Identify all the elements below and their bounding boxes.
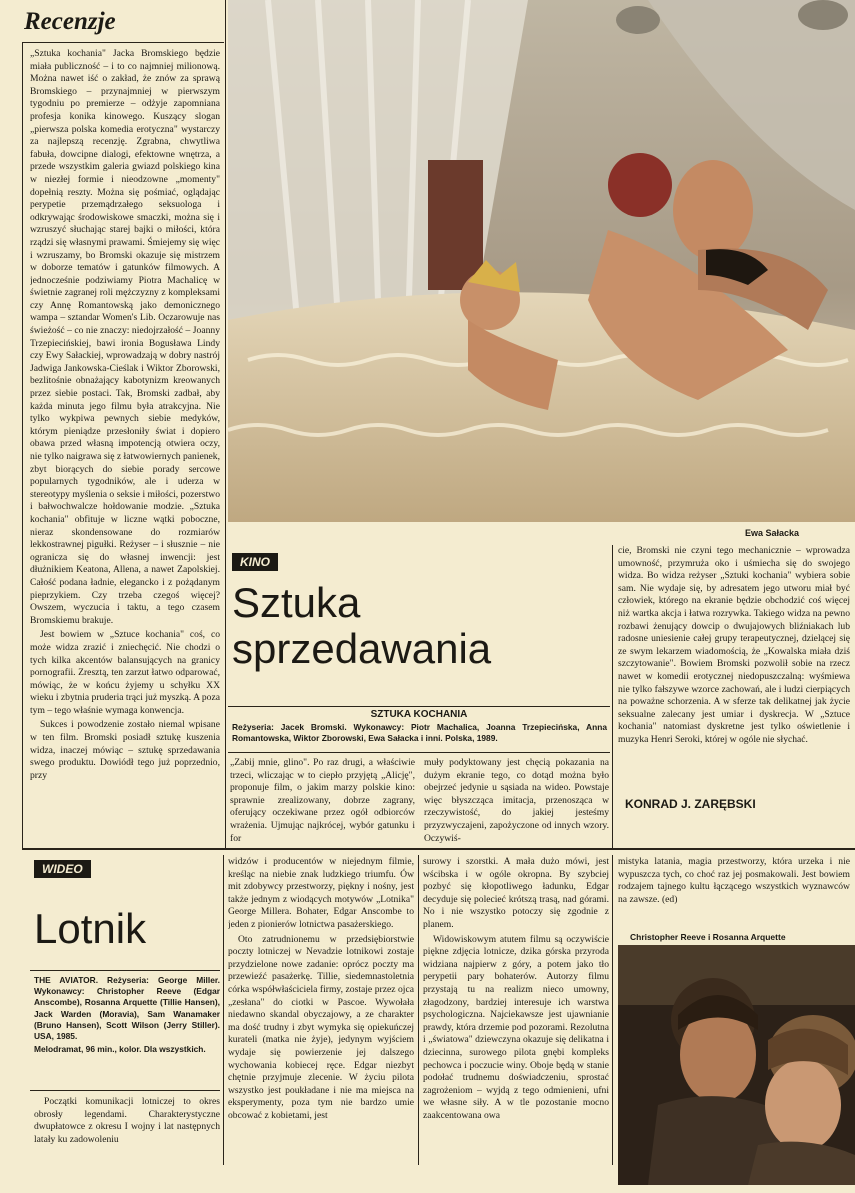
kino-left-paragraph: Jest bowiem w „Sztuce kochania" coś, co może widza zrazić i zniechęcić. Nie chodzi o tych kilka akcentów balansujących na granicy pornografii. Zresztą, ten zarzut łatwo odparować, mówiąc, że w końcu żyjemy u schyłku XX wieku i zbytnia pruderia trąci już myszką. A poza tym – tego właśnie wymaga konwencja. xyxy=(30,629,220,716)
column-divider xyxy=(225,0,226,848)
film-still-image xyxy=(228,0,855,522)
kino-title-line2: sprzedawania xyxy=(232,625,492,672)
wideo-col2-paragraph: widzów i producentów w niejednym filmie, kreśląc na niebie znak ludzkiego triumfu. Ów mit zdobywcy przestworzy, piękny i nośny, jest także jednym z wiodących motywów „Lotnika" George Millera. Bohater, Edgar Anscombe to jeden z pionierów lotnictwa pasażerskiego. xyxy=(228,856,414,930)
wideo-col3-paragraph: surowy i szorstki. A mała dużo mówi, jest wścibska i w ogóle okropna. By szybciej pozbyć się kłopotliwego ładunku, Edgar decyduje się polecieć krótszą trasą, nad górami. No i nie wszystko potoczy się zgodnie z planem. xyxy=(423,856,609,930)
section-break-rule xyxy=(22,848,855,850)
kino-right-paragraph: cie, Bromski nie czyni tego mechanicznie – wprowadza umowność, przymruża oko i uśmiecha się do swojego widza. Bo widza reżyser „Sztuki kochania" wybiera sobie sam. Nie wydaje się, by adresatem jego utworu miał być człowiek, którego na ekranie będzie obchodzić coś więcej niż wartka akcja i łatwa rozrywka. Takiego widza na pewno rozbawi żenujący dowcip o dwujajowych bliźniakach lub radosne uniesienie całej grupy terapeutycznej, dzielącej się ze swym lekarzem wiadomością, że „Kowalska miała dziś szczytowanie". Bowiem Bromski pozwolił sobie na rzecz nawet w komedii erotycznej niedopuszczalną: wyśmiewa nie tylko fałszywe wzorce zachowań, ale i ludzi cierpiących na poważne schorzenia. A w sferze tak delikatnej jak życie seksualne zalecany jest umiar i dyskrecja. W „Sztuce kochania" natomiast dyskretne jest tylko oświetlenie i muzyka Henri Seroki, której w ogóle nie słychać. xyxy=(618,545,850,745)
kino-credits-rule xyxy=(228,752,610,753)
wideo-divider-3 xyxy=(612,855,613,1165)
wideo-col1 xyxy=(34,1096,220,1156)
wideo-label xyxy=(34,860,91,878)
photo-caption-top: Ewa Sałacka xyxy=(745,528,800,538)
wideo-credits-rule xyxy=(30,1090,220,1091)
kino-right-column xyxy=(618,545,850,793)
kino-right-divider xyxy=(612,545,613,848)
kino-left-paragraph: „Sztuka kochania" Jacka Bromskiego będzie miała publiczność – i to co najmniej milionową. Można nawet iść o zakład, że znów za sprawą Bromskiego – przynajmniej w pierwszym tygodniu po premierze – odżyje zapomniana profesja konika kinowego. Kuszący slogan „pierwsza polska komedia erotyczna" wystarczy za najlepszą recenzję. Zgrabna, chwytliwa fabuła, dowcipne dialogi, efektowne wnętrza, a przede wszystkim galeria gwiazd polskiego kina w niezłej formie i nieodzowne „momenty" dopełnią reszty. Można się pośmiać, oglądając perypetie przemądrzałego seksuologa i odkrywając środowiskowe smaczki, można się i wzruszyć słuchając starej bajki o miłości, która rządzi się własnymi prawami. Śmiejemy się więc i wzruszamy, bo Bromski okazuje się mistrzem w doborze tematów i gatunków filmowych. A jednocześnie podziwiamy Piotra Machalicę w świetnie zagranej roli mężczyzny z kompleksami czy Annę Romantowską jako demonicznego wampa – sztandar Women's Lib. Oczarowuje nas świeżość – co nie znaczy: niedojrzałość – Joanny Trzepiecińskiej, bawi ironia Bogusława Lindy czy Ewy Sałackiej, wprowadzają w dobry nastrój Jadwiga Jankowska-Cieślak i Wiktor Zborowski, bezlitośnie obnażający kabotynizm kreowanych przez siebie postaci. Tak, Bromski zadbał, aby każda minuta jego filmu była atrakcyjna. Nie tylko wykpiwa pewnych siebie medyków, którym pieniądze przesłoniły świat i dopiero obawa przed własną impotencją otwiera oczy, nie tylko naigrawa się z łatwowiernych panienek, zbyt biorących do siebie porady sercowe popularnych tygodników, ale i uderza w stereotypy myślenia o seksie i miłości, pozerstwo i bałwochwalcze hołdowanie modzie. „Sztuka kochania" obfituje w liczne wątki poboczne, nieraz skondensowane do rozmiarów lekkostrawnej pigułki. Reżyser – i słusznie – nie ogranicza się do własnej inwencji: jest dłużnikiem Keatona, Allena, a nawet Zapolskiej. Całość podana ładnie, elegancko i z pożądanym pieprzykiem. Czy trzeba czegoś więcej? Owszem, wyczucia i taktu, a tego czasem Bromskiemu brakuje. xyxy=(30,48,220,626)
kino-title xyxy=(232,580,491,672)
wideo-credits xyxy=(34,975,220,1055)
film-still-photo xyxy=(228,0,855,522)
wideo-title: Lotnik xyxy=(34,905,147,952)
kino-credits: Reżyseria: Jacek Bromski. Wykonawcy: Piotr Machalica, Joanna Trzepiecińska, Anna Romantowska, Wiktor Zborowski, Ewa Sałacka i inni. Polska, 1989. xyxy=(232,722,607,743)
wideo-title-rule xyxy=(30,970,220,971)
wideo-photo-caption: Christopher Reeve i Rosanna Arquette xyxy=(630,932,786,942)
wideo-col4-paragraph: mistyka latania, magia przestworzy, która urzeka i nie wypuszcza tych, co choć raz jej posmakowali. Jest bowiem rodzajem tajnego kultu łączącego wszystkich wyznawców na zawsze. (ed) xyxy=(618,856,850,905)
header-rule xyxy=(22,42,224,43)
wideo-genre: Melodramat, 96 min., kolor. Dla wszystkich. xyxy=(34,1044,206,1055)
kino-mid-column xyxy=(230,757,415,847)
left-border xyxy=(22,42,23,848)
wideo-col2-paragraph: Oto zatrudnionemu w przedsiębiorstwie poczty lotniczej w Nevadzie lotnikowi zostaje przydzielone nowe zadanie: oprócz poczty ma przewieźć pasażerkę. Tillie, siedemnastoletnia córka współwłaściciela firmy, zostaje przez ojca „zesłana" do ciotki w Pascoe. Wywołała niedawno skandal obyczajowy, a ze charakter ma dość trudny i zbyt wymyka się opiekuńczej kurateli (matka nie żyje), jedynym wyjściem wydaje się powierzenie jej dalszego wychowania kobiecej ręce. Edgar niezbyt chętnie przyjmuje zlecenie. W życiu pilota wszystko jest poukładane i nie ma miejsca na eksperymenty, poza tym nie bardzo umie obcować z kobietami, jest xyxy=(228,933,414,1121)
wideo-col2 xyxy=(228,856,414,1161)
kino-mid-paragraph-2: muły podyktowany jest chęcią pokazania na dużym ekranie tego, co dotąd można było obejrzeć jedynie u sąsiada na wideo. Powstaje więc błyszcząca imitacja, przenosząca w rzeczywistość, do jakiej jesteśmy przyzwyczajeni, zapożyczone od innych wzory. Oczywiś- xyxy=(424,757,609,844)
wideo-divider-2 xyxy=(418,855,419,1165)
kino-label xyxy=(232,553,278,571)
wideo-divider-1 xyxy=(223,855,224,1165)
wideo-col3 xyxy=(423,856,609,1161)
kino-label-text: KINO xyxy=(232,553,278,571)
wideo-photo xyxy=(618,945,855,1185)
wideo-col3-paragraph: Widowiskowym atutem filmu są oczywiście piękne zdjęcia lotnicze, dzika górska przyroda widziana najpierw z góry, a potem jako tło perypetii pary bohaterów. Autorzy filmu przystają tu na realizm nieco umowny, złagodzony, bardziej interesuje ich warstwa psychologiczna. Najciekawsze jest ujawnianie prawdy, która drzemie pod pozorami. Rezolutna i „światowa" dziewczyna okazuje się delikatna i dziecinna, surowego pilota gnębi kompleks pechowca i poczucie winy. Oboje będą w stanie podołać trudnemu doświadczeniu, sprostać zagrożeniom – wyjdą z tego odmienieni, ufni we własne siły. A w tle pozostanie mocno zaakcentowana owa xyxy=(423,933,609,1121)
kino-mid-paragraph: „Zabij mnie, glino". Po raz drugi, a właściwie trzeci, wliczając w to ciepło przyjętą „Alicję", proponuje film, o jakim marzy polskie kino: sprawnie zrealizowany, dobrze zagrany, oferujący oczekiwane przez ogół odbiorców wrażenia. Ujmując najkrócej, wybór gatunku i for xyxy=(230,757,415,844)
kino-author: KONRAD J. ZARĘBSKI xyxy=(625,797,756,811)
kino-film-title: SZTUKA KOCHANIA xyxy=(370,709,468,720)
kino-left-column xyxy=(30,48,220,848)
kino-left-paragraph: Sukces i powodzenie zostało niemal wpisane w ten film. Bromski posiadł sztukę kuszenia widza, inaczej mówiąc – sztukę sprzedawania swego produktu. Dowiódł tego już poprzednio, przy xyxy=(30,719,220,781)
kino-title-rule xyxy=(228,706,610,707)
wideo-label-text: WIDEO xyxy=(34,860,91,878)
wideo-photo-image xyxy=(618,945,855,1185)
wideo-col1-paragraph: Początki komunikacji lotniczej to okres obrosły legendami. Charakterystyczne dwupłatowce z okresu I wojny i lat następnych latały ku zadowoleniu xyxy=(34,1096,220,1145)
wideo-credits-text: THE AVIATOR. Reżyseria: George Miller. Wykonawcy: Christopher Reeve (Edgar Anscombe), Rosanna Arquette (Tillie Hansen), Jack Warden (Moravia), Sam Wanamaker (Bruno Hansen), Scott Wilson (Jerry Stiller). USA, 1985. xyxy=(34,975,220,1042)
kino-mid-column-2 xyxy=(424,757,609,847)
wideo-col4 xyxy=(618,856,850,926)
section-header: Recenzje xyxy=(24,8,116,35)
kino-title-line1: Sztuka xyxy=(232,579,361,626)
